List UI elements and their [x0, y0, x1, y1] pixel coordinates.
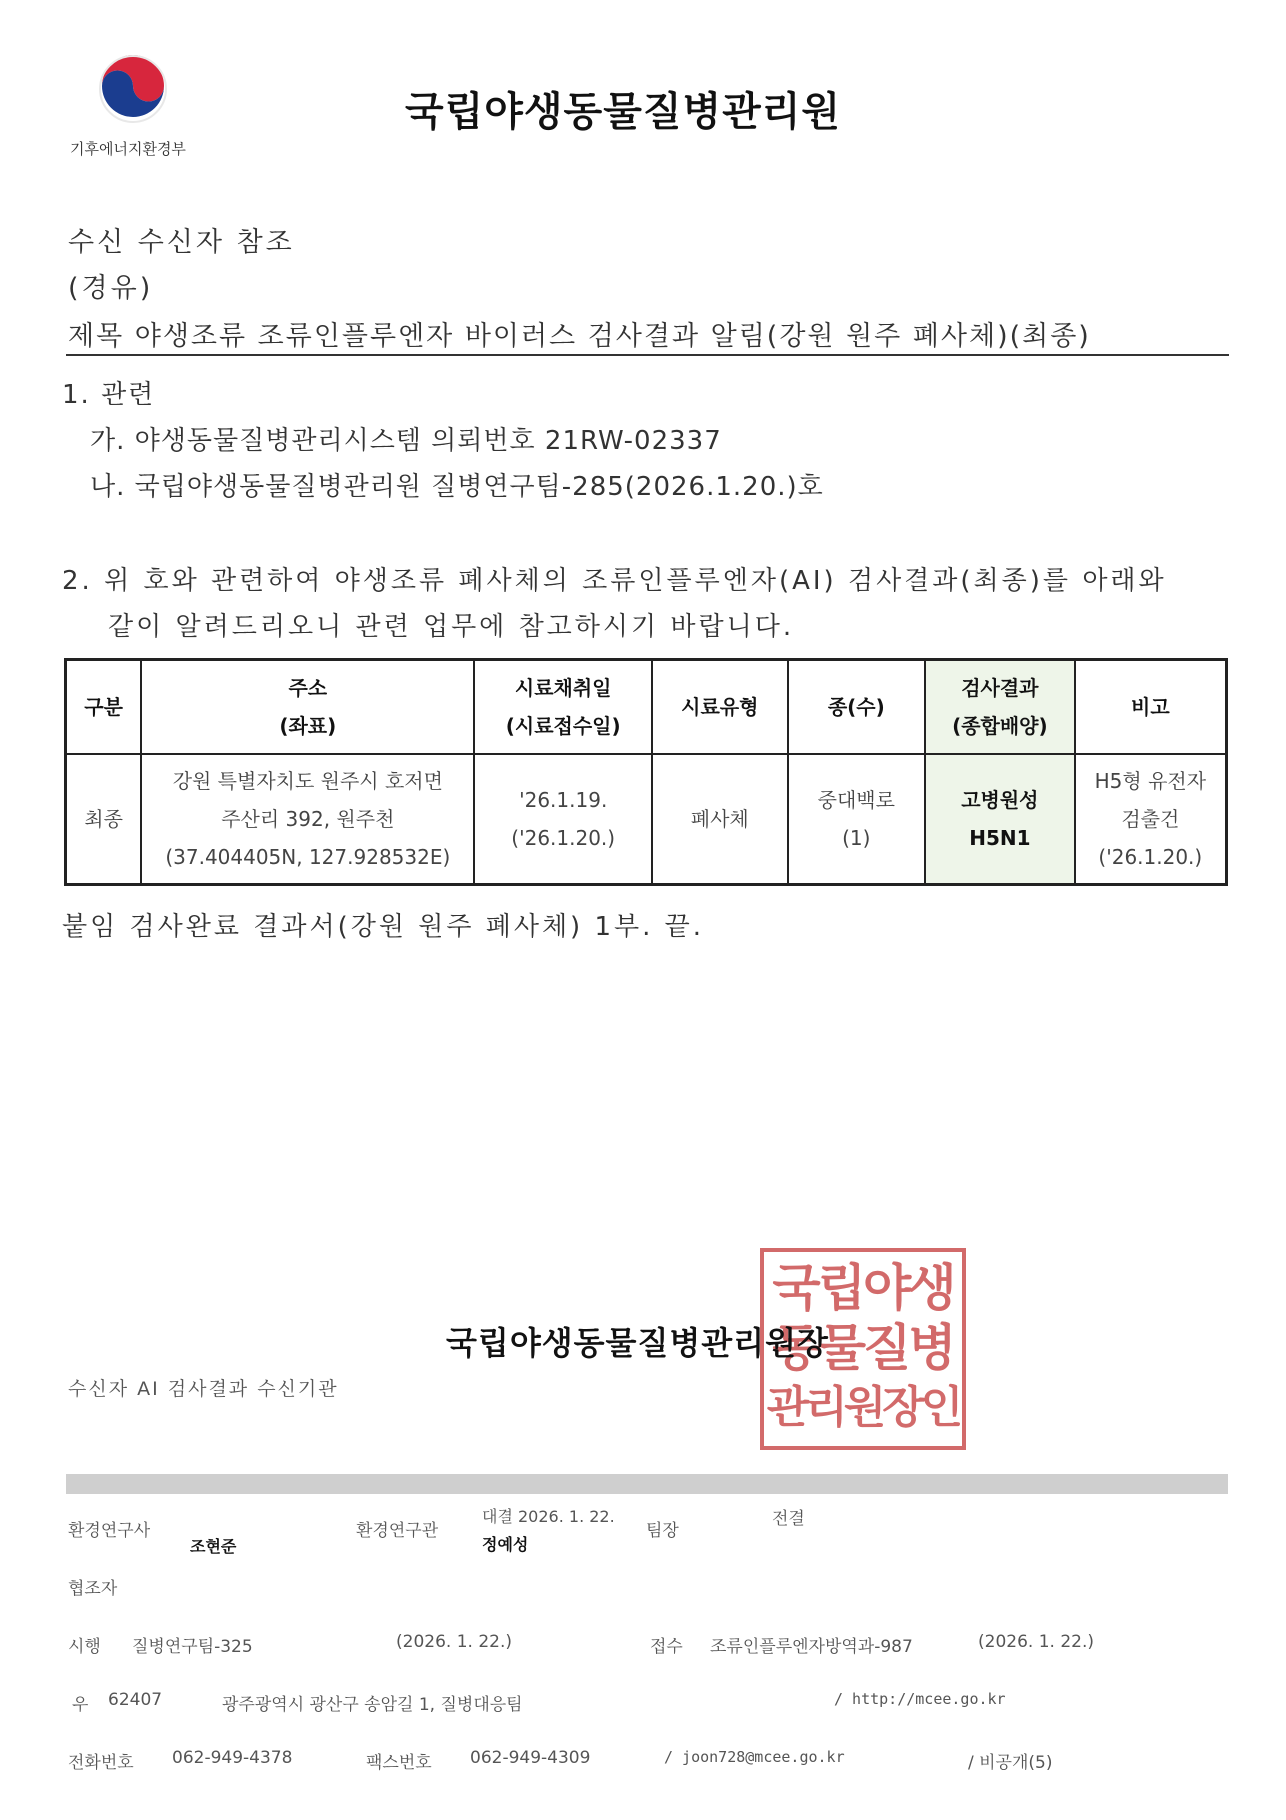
table-header-row — [66, 660, 1227, 755]
organization-title: 국립야생동물질병관리원 — [405, 89, 842, 135]
researcher-label: 환경연구사 — [68, 1521, 151, 1541]
receive-label: 접수 — [650, 1637, 683, 1657]
team-lead-label: 팀장 — [646, 1521, 679, 1541]
website-link[interactable]: / http://mcee.go.kr — [834, 1690, 1006, 1708]
cell-result: 고병원성 H5N1 — [925, 754, 1075, 885]
header-address: 주소 (좌표) — [141, 660, 474, 755]
header-species: 종(수) — [788, 660, 926, 755]
fax-number: 062-949-4309 — [470, 1748, 591, 1768]
cell-sample-date: '26.1.19. ('26.1.20.) — [474, 754, 652, 885]
cell-remarks: H5형 유전자 검출건 ('26.1.20.) — [1075, 754, 1227, 885]
fax-label: 팩스번호 — [366, 1753, 432, 1773]
seal-line-3: 관리원장인 — [766, 1382, 960, 1433]
email-link[interactable]: / joon728@mcee.go.kr — [664, 1748, 845, 1766]
enact-number: 질병연구팀-325 — [132, 1637, 253, 1657]
officer-name: 정예성 — [482, 1535, 529, 1554]
cell-species: 중대백로 (1) — [788, 754, 926, 885]
enact-label: 시행 — [68, 1637, 101, 1657]
footer-divider-bar — [66, 1474, 1228, 1494]
cell-category: 최종 — [66, 754, 142, 885]
item2-line2: 같이 알려드리오니 관련 업무에 참고하시기 바랍니다. — [108, 612, 795, 642]
postal-label: 우 — [72, 1695, 89, 1715]
phone-label: 전화번호 — [68, 1753, 134, 1773]
cooperator-label: 협조자 — [68, 1579, 118, 1599]
disclosure-status: / 비공개(5) — [968, 1753, 1053, 1773]
via-line: (경유) — [68, 273, 154, 304]
cell-address: 강원 특별자치도 원주시 호저면 주산리 392, 원주천 (37.404405N, 127.928532E) — [141, 754, 474, 885]
cell-sample-type: 폐사체 — [652, 754, 787, 885]
item1-title: 1. 관련 — [62, 380, 156, 410]
header-divider — [66, 354, 1229, 356]
address: 광주광역시 광산구 송암길 1, 질병대응팀 — [222, 1695, 523, 1715]
delegate-date: 대결 2026. 1. 22. — [482, 1507, 615, 1526]
enact-date: (2026. 1. 22.) — [396, 1632, 512, 1652]
header-sample-date: 시료채취일 (시료접수일) — [474, 660, 652, 755]
government-logo — [66, 52, 206, 162]
taegeuk-icon — [96, 52, 170, 126]
signer-title: 국립야생동물질병관리원장 — [446, 1324, 829, 1362]
table-row — [66, 754, 1227, 885]
header-remarks: 비고 — [1075, 660, 1227, 755]
receive-date: (2026. 1. 22.) — [978, 1632, 1094, 1652]
header-result: 검사결과 (종합배양) — [925, 660, 1075, 755]
attachment-line: 붙임 검사완료 결과서(강원 원주 폐사체) 1부. 끝. — [62, 912, 705, 942]
ministry-name: 기후에너지환경부 — [70, 140, 186, 158]
recipients-line: 수신자 AI 검사결과 수신기관 — [68, 1378, 339, 1400]
item1-a: 가. 야생동물질병관리시스템 의뢰번호 21RW-02337 — [90, 426, 722, 456]
officer-label: 환경연구관 — [356, 1521, 439, 1541]
researcher-name: 조현준 — [190, 1537, 237, 1556]
final-approval-label: 전결 — [772, 1509, 805, 1529]
item2-line1: 2. 위 호와 관련하여 야생조류 폐사체의 조류인플루엔자(AI) 검사결과(최종)를 아래와 — [62, 566, 1167, 596]
recipient-line: 수신 수신자 참조 — [68, 227, 295, 258]
header-category: 구분 — [66, 660, 142, 755]
seal-line-1: 국립야생 — [772, 1259, 954, 1317]
receive-number: 조류인플루엔자방역과-987 — [710, 1637, 913, 1657]
header-sample-type: 시료유형 — [652, 660, 787, 755]
result-table — [64, 658, 1228, 886]
item1-b: 나. 국립야생동물질병관리원 질병연구팀-285(2026.1.20.)호 — [90, 472, 824, 502]
subject-line: 제목 야생조류 조류인플루엔자 바이러스 검사결과 알림(강원 원주 폐사체)(최종) — [68, 321, 1091, 352]
seal-line-2: 동물질병 — [772, 1319, 954, 1377]
phone-number: 062-949-4378 — [172, 1748, 293, 1768]
postal-code: 62407 — [108, 1690, 163, 1710]
